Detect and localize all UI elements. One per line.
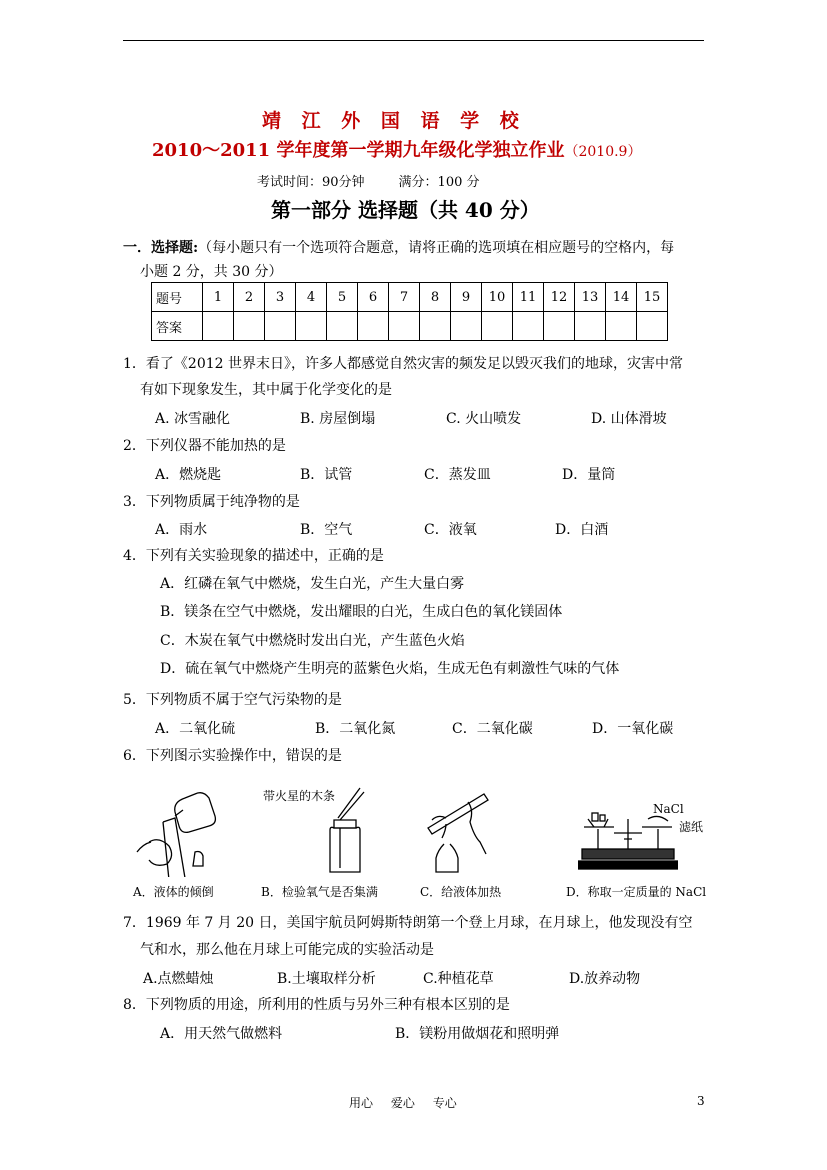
q1-option-a: A. 冰雪融化 xyxy=(155,411,231,427)
q5-option-b: B．二氧化氮 xyxy=(315,721,396,737)
question-7-stem: 7．1969 年 7 月 20 日，美国宇航员阿姆斯特朗第一个登上月球，在月球上，他发现没有空 xyxy=(123,915,693,931)
exam-title xyxy=(152,136,641,162)
answer-cell[interactable] xyxy=(234,312,265,341)
q5-option-c: C．二氧化碳 xyxy=(452,721,533,737)
header-rule xyxy=(123,40,704,41)
question-number: 9 xyxy=(451,283,482,312)
answer-cell[interactable] xyxy=(575,312,606,341)
q8-option-a: A．用天然气做燃料 xyxy=(160,1026,283,1042)
answer-cell[interactable] xyxy=(637,312,668,341)
question-number: 11 xyxy=(513,283,544,312)
q2-option-c: C．蒸发皿 xyxy=(424,467,491,483)
heating-liquid-figure xyxy=(420,782,500,877)
answer-cell[interactable] xyxy=(265,312,296,341)
q3-option-d: D．白酒 xyxy=(555,522,609,538)
q2-option-d: D．量筒 xyxy=(562,467,616,483)
question-number: 7 xyxy=(389,283,420,312)
nacl-label: NaCl xyxy=(653,802,684,816)
school-name: 靖 江 外 国 语 学 校 xyxy=(262,110,526,132)
q2-option-a: A．燃烧匙 xyxy=(155,467,222,483)
q8-option-b: B．镁粉用做烟花和照明弹 xyxy=(395,1026,560,1042)
answer-cell[interactable] xyxy=(358,312,389,341)
answer-cell[interactable] xyxy=(544,312,575,341)
answer-cell[interactable] xyxy=(389,312,420,341)
q1-option-b: B. 房屋倒塌 xyxy=(300,411,376,427)
answer-cell[interactable] xyxy=(606,312,637,341)
question-4-stem: 4．下列有关实验现象的描述中，正确的是 xyxy=(123,548,384,564)
answer-cell[interactable] xyxy=(327,312,358,341)
table-answer-label: 答案 xyxy=(152,312,203,341)
q7-option-a: A.点燃蜡烛 xyxy=(143,971,214,987)
question-number: 5 xyxy=(327,283,358,312)
question-2-stem: 2．下列仪器不能加热的是 xyxy=(123,438,286,454)
q4-option-a: A．红磷在氧气中燃烧，发生白光，产生大量白雾 xyxy=(160,576,465,592)
q3-option-a: A．雨水 xyxy=(155,522,208,538)
question-number: 2 xyxy=(234,283,265,312)
footer-item: 用心 xyxy=(349,1096,374,1110)
exam-title-text: 2010～2011 学年度第一学期九年级化学独立作业 xyxy=(152,140,565,161)
question-number: 14 xyxy=(606,283,637,312)
q5-option-d: D．一氧化碳 xyxy=(592,721,674,737)
q3-option-b: B．空气 xyxy=(300,522,353,538)
part-heading: 第一部分 选择题（共 40 分） xyxy=(271,198,540,222)
q7-option-d: D.放养动物 xyxy=(569,971,641,987)
instructions-line2: 小题 2 分，共 30 分） xyxy=(140,264,283,280)
question-3-stem: 3．下列物质属于纯净物的是 xyxy=(123,494,300,510)
table-header-label: 题号 xyxy=(152,283,203,312)
q3-option-c: C．液氧 xyxy=(424,522,477,538)
q4-option-b: B．镁条在空气中燃烧，发出耀眼的白光，生成白色的氧化镁固体 xyxy=(160,604,563,620)
question-1-stem: 1．看了《2012 世界末日》，许多人都感觉自然灾害的频发足以毁灭我们的地球，灾害中常 xyxy=(123,356,683,372)
answer-cell[interactable] xyxy=(203,312,234,341)
exam-meta xyxy=(257,171,514,190)
answer-cell[interactable] xyxy=(420,312,451,341)
table-row xyxy=(152,283,668,312)
question-8-stem: 8．下列物质的用途，所利用的性质与另外三种有根本区别的是 xyxy=(123,997,510,1013)
splint-label: 带火星的木条 xyxy=(263,789,336,803)
balance-figure xyxy=(578,805,678,877)
section-label: 一．选择题: xyxy=(123,240,199,256)
question-7-stem-2: 气和水，那么他在月球上可能完成的实验活动是 xyxy=(140,942,434,958)
filter-paper-label: 滤纸 xyxy=(679,820,704,834)
exam-time: 考试时间：90分钟 xyxy=(257,175,365,190)
gas-bottle-figure xyxy=(320,782,380,877)
q7-option-c: C.种植花草 xyxy=(423,971,494,987)
full-score: 满分：100 分 xyxy=(398,175,480,190)
q6-option-b: B．检验氧气是否集满 xyxy=(261,885,378,899)
question-number: 6 xyxy=(358,283,389,312)
question-number: 1 xyxy=(203,283,234,312)
page-footer xyxy=(349,1094,471,1111)
q5-option-a: A．二氧化硫 xyxy=(155,721,236,737)
footer-item: 专心 xyxy=(432,1096,457,1110)
page-number: 3 xyxy=(697,1094,705,1108)
answer-cell[interactable] xyxy=(513,312,544,341)
question-6-stem: 6．下列图示实验操作中，错误的是 xyxy=(123,748,342,764)
q6-option-c: C．给液体加热 xyxy=(420,885,502,899)
exam-date: （2010.9） xyxy=(564,144,642,160)
answer-cell[interactable] xyxy=(482,312,513,341)
table-row xyxy=(152,312,668,341)
question-number: 3 xyxy=(265,283,296,312)
answer-cell[interactable] xyxy=(451,312,482,341)
question-number: 13 xyxy=(575,283,606,312)
question-1-stem-2: 有如下现象发生，其中属于化学变化的是 xyxy=(140,382,392,398)
question-number: 8 xyxy=(420,283,451,312)
footer-item: 爱心 xyxy=(390,1096,415,1110)
question-number: 10 xyxy=(482,283,513,312)
question-number: 15 xyxy=(637,283,668,312)
q2-option-b: B．试管 xyxy=(300,467,353,483)
section-instructions xyxy=(123,237,674,257)
pouring-liquid-figure xyxy=(135,782,225,877)
question-number: 12 xyxy=(544,283,575,312)
q4-option-c: C．木炭在氧气中燃烧时发出白光，产生蓝色火焰 xyxy=(160,633,465,649)
instructions-line1: （每小题只有一个选项符合题意，请将正确的选项填在相应题号的空格内，每 xyxy=(198,240,675,256)
q6-option-d: D．称取一定质量的 NaCl xyxy=(566,885,707,899)
q1-option-d: D. 山体滑坡 xyxy=(591,411,667,427)
q1-option-c: C. 火山喷发 xyxy=(446,411,522,427)
question-5-stem: 5．下列物质不属于空气污染物的是 xyxy=(123,692,342,708)
answer-cell[interactable] xyxy=(296,312,327,341)
q4-option-d: D．硫在氧气中燃烧产生明亮的蓝紫色火焰，生成无色有刺激性气味的气体 xyxy=(160,661,620,677)
answer-table xyxy=(151,282,668,341)
q6-option-a: A．液体的倾倒 xyxy=(133,885,214,899)
question-number: 4 xyxy=(296,283,327,312)
q7-option-b: B.土壤取样分析 xyxy=(277,971,376,987)
